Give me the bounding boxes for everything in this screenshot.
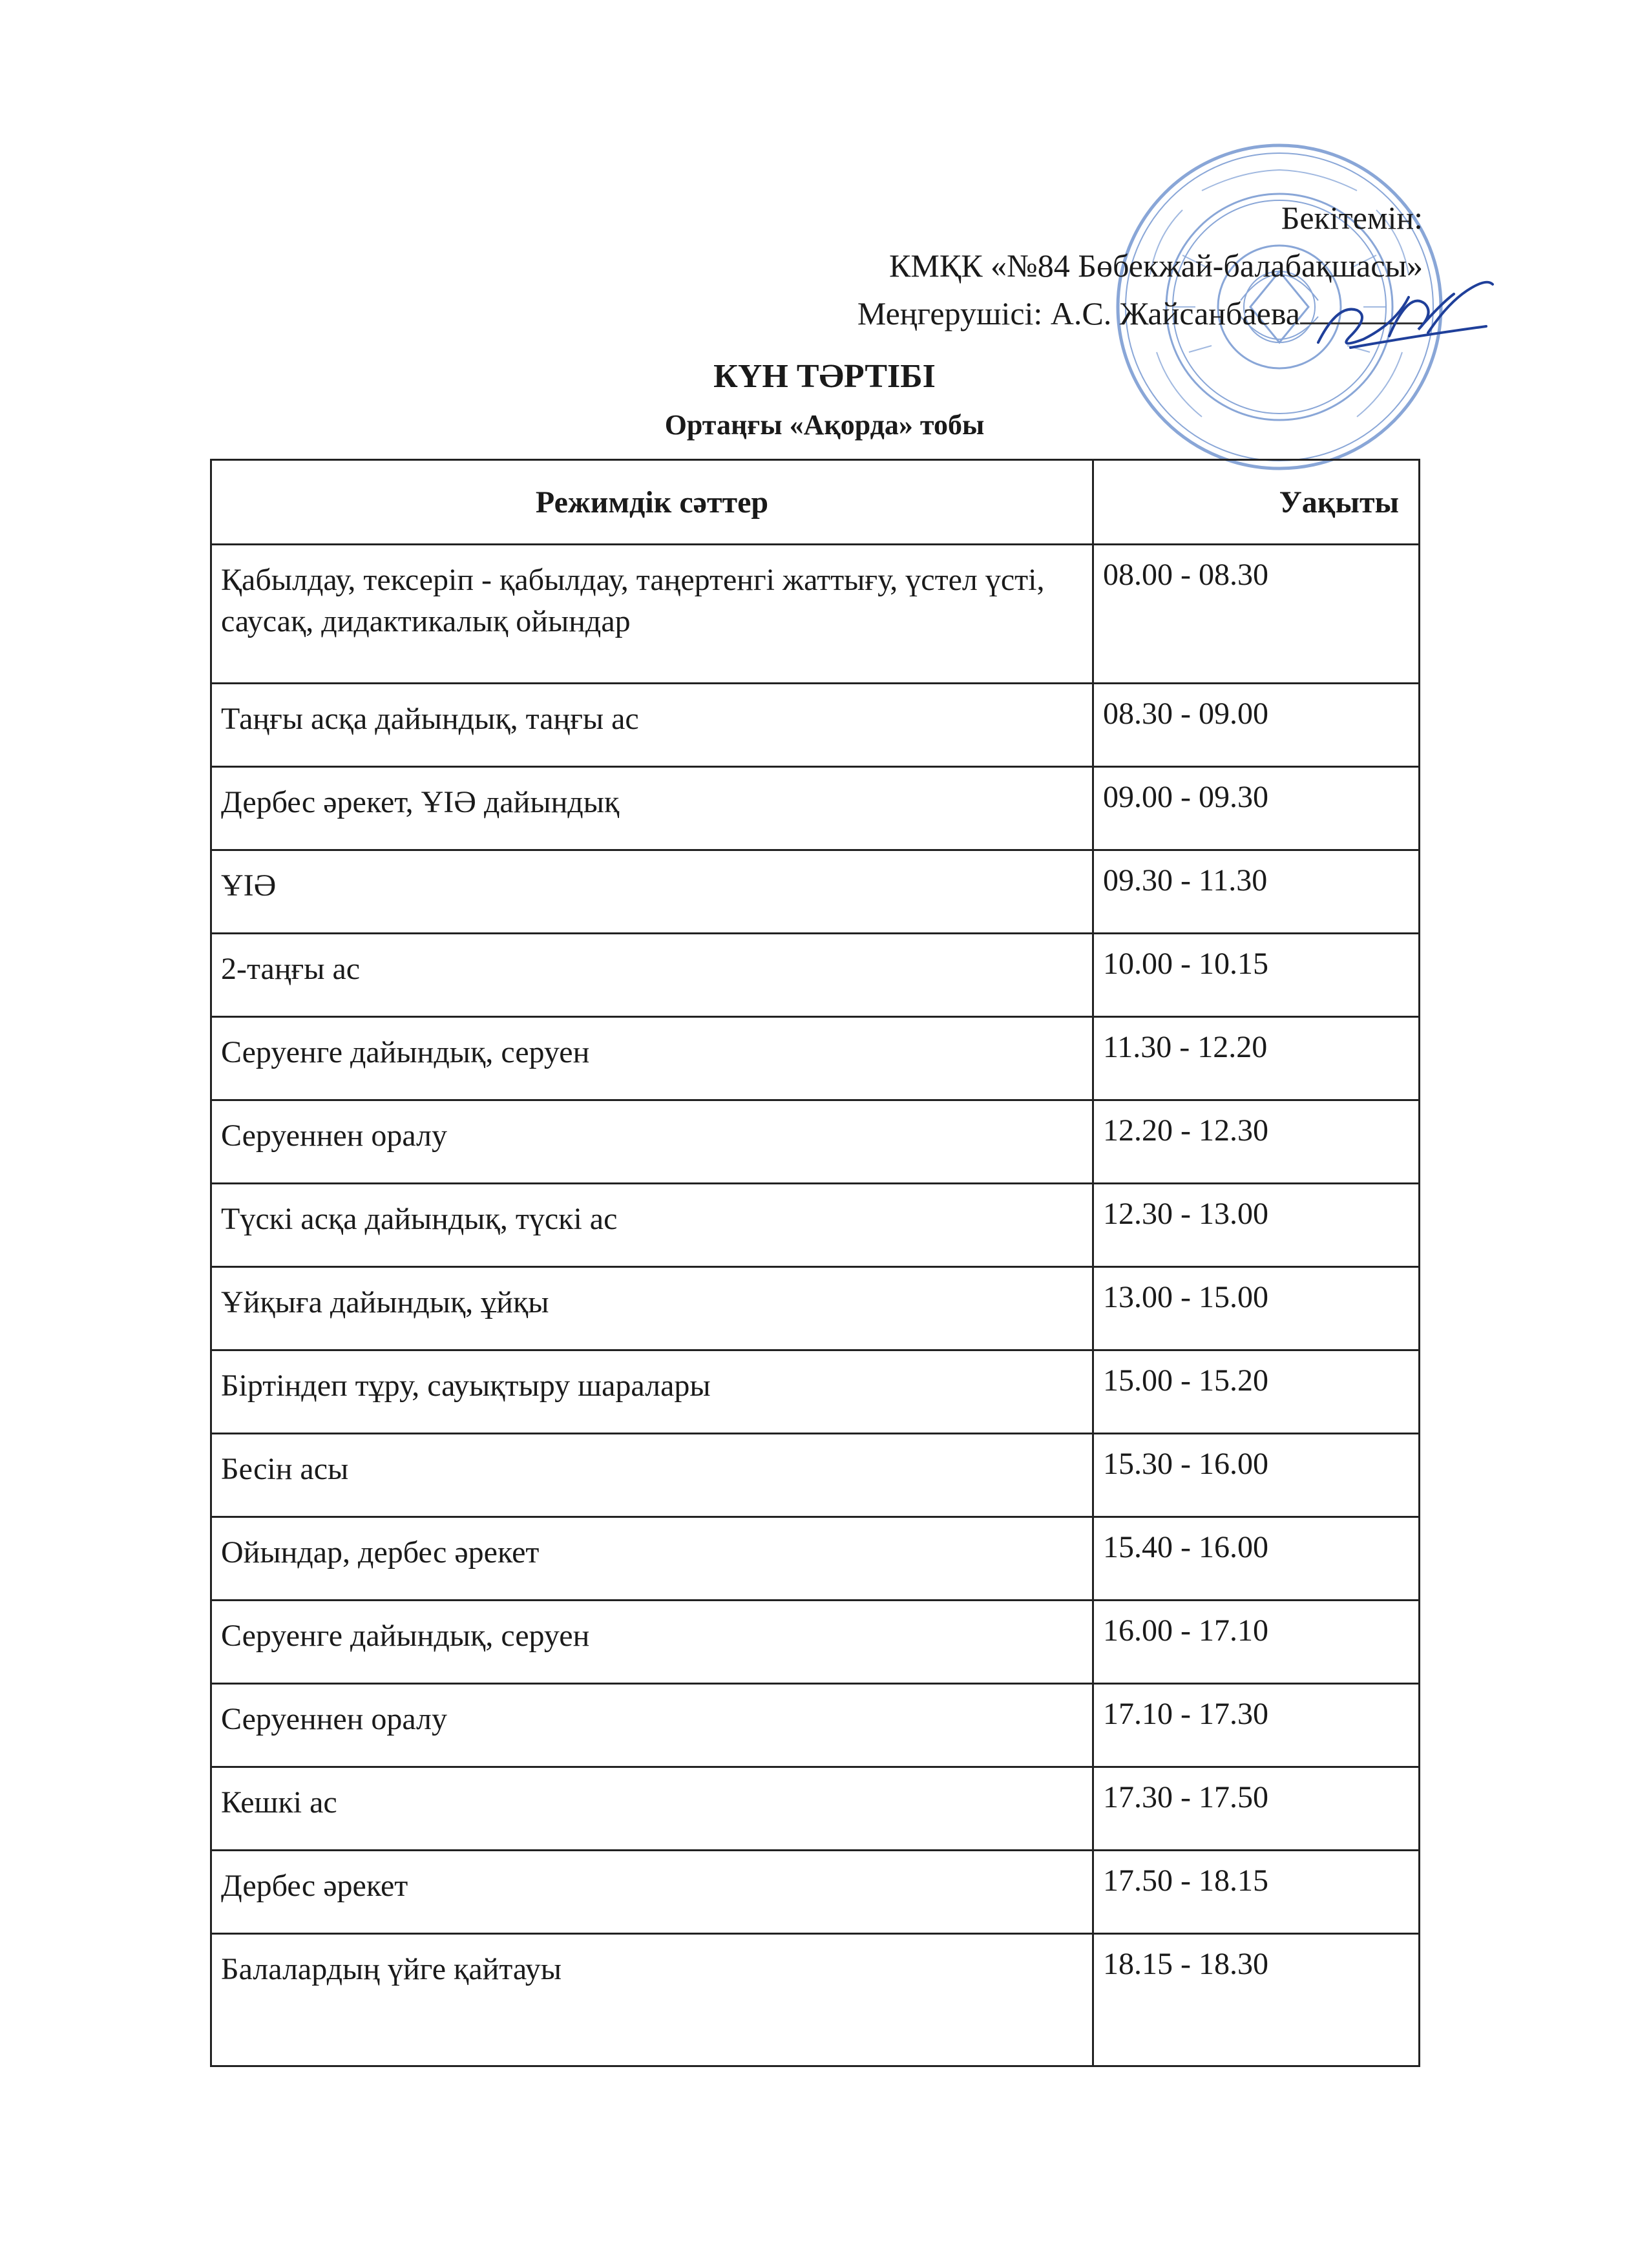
approval-block	[518, 194, 1423, 337]
activity-cell: Бесін асы	[211, 1434, 1093, 1517]
time-cell: 10.00 - 10.15	[1093, 934, 1420, 1017]
table-row	[211, 767, 1420, 850]
time-cell: 17.10 - 17.30	[1093, 1684, 1420, 1767]
table-row	[211, 1017, 1420, 1100]
signature-icon	[1312, 265, 1499, 362]
time-cell: 15.30 - 16.00	[1093, 1434, 1420, 1517]
activity-cell: Кешкі ас	[211, 1767, 1093, 1851]
time-cell: 09.00 - 09.30	[1093, 767, 1420, 850]
table-row	[211, 1267, 1420, 1350]
table-row	[211, 545, 1420, 684]
time-cell: 17.50 - 18.15	[1093, 1851, 1420, 1934]
time-cell: 11.30 - 12.20	[1093, 1017, 1420, 1100]
table-row	[211, 934, 1420, 1017]
time-cell: 08.00 - 08.30	[1093, 545, 1420, 684]
time-cell: 16.00 - 17.10	[1093, 1601, 1420, 1684]
table-row	[211, 1934, 1420, 2066]
page-title: КҮН ТӘРТІБІ	[713, 358, 936, 395]
table-row	[211, 1767, 1420, 1851]
header-activity: Режимдік сәттер	[211, 460, 1093, 545]
table-header-row	[211, 460, 1420, 545]
activity-cell: ҰІӘ	[211, 850, 1093, 934]
table-row	[211, 684, 1420, 767]
header-time: Уақыты	[1093, 460, 1420, 545]
time-cell: 13.00 - 15.00	[1093, 1267, 1420, 1350]
time-cell: 15.00 - 15.20	[1093, 1350, 1420, 1434]
approval-label: Бекітемін:	[1281, 200, 1423, 236]
table-row	[211, 1434, 1420, 1517]
table-row	[211, 1184, 1420, 1267]
manager-name: Меңгерушісі: А.С. Жайсанбаева	[857, 295, 1300, 331]
activity-cell: 2-таңғы ас	[211, 934, 1093, 1017]
activity-cell: Серуеннен оралу	[211, 1684, 1093, 1767]
schedule-table	[210, 459, 1420, 2067]
activity-cell: Балалардың үйге қайтауы	[211, 1934, 1093, 2066]
activity-cell: Дербес әрекет, ҰІӘ дайындық	[211, 767, 1093, 850]
activity-cell: Біртіндеп тұру, сауықтыру шаралары	[211, 1350, 1093, 1434]
time-cell: 08.30 - 09.00	[1093, 684, 1420, 767]
activity-cell: Таңғы асқа дайындық, таңғы ас	[211, 684, 1093, 767]
activity-cell: Ойындар, дербес әрекет	[211, 1517, 1093, 1601]
activity-cell: Серуеннен оралу	[211, 1100, 1093, 1184]
schedule-body	[211, 545, 1420, 2066]
table-row	[211, 1851, 1420, 1934]
activity-cell: Серуенге дайындық, серуен	[211, 1017, 1093, 1100]
manager-line	[518, 289, 1423, 337]
institution-name: КМҚК «№84 Бөбекжай-балабақшасы»	[889, 247, 1423, 284]
table-row	[211, 1601, 1420, 1684]
table-row	[211, 1684, 1420, 1767]
time-cell: 12.30 - 13.00	[1093, 1184, 1420, 1267]
table-row	[211, 1517, 1420, 1601]
time-cell: 17.30 - 17.50	[1093, 1767, 1420, 1851]
table-row	[211, 1350, 1420, 1434]
activity-cell: Дербес әрекет	[211, 1851, 1093, 1934]
activity-cell: Серуенге дайындық, серуен	[211, 1601, 1093, 1684]
table-row	[211, 1100, 1420, 1184]
activity-cell: Түскі асқа дайындық, түскі ас	[211, 1184, 1093, 1267]
activity-cell: Қабылдау, тексеріп - қабылдау, таңертенгі жаттығу, үстел үсті, саусақ, дидактикалық ойындар	[211, 545, 1093, 684]
activity-cell: Ұйқыға дайындық, ұйқы	[211, 1267, 1093, 1350]
group-subtitle: Ортаңғы «Ақорда» тобы	[664, 409, 985, 441]
time-cell: 12.20 - 12.30	[1093, 1100, 1420, 1184]
time-cell: 15.40 - 16.00	[1093, 1517, 1420, 1601]
time-cell: 18.15 - 18.30	[1093, 1934, 1420, 2066]
time-cell: 09.30 - 11.30	[1093, 850, 1420, 934]
table-row	[211, 850, 1420, 934]
